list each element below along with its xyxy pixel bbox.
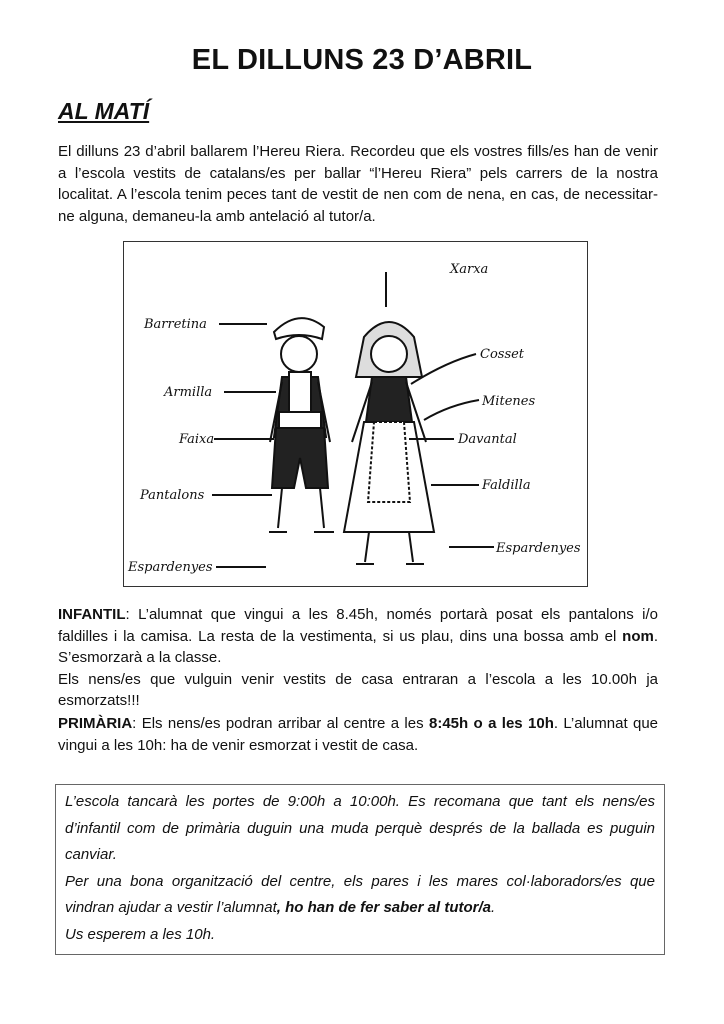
boy-figure: [269, 318, 334, 532]
section-heading: AL MATÍ: [58, 98, 150, 124]
notice-line-2-text: Per una bona organització del centre, els pares i les mares col·laboradors/es que vindran ajudar a vestir l’alumnat: [65, 872, 655, 916]
notice-line-3: Us esperem a les 10h.: [65, 925, 216, 943]
notice-box: [55, 784, 665, 955]
infantil-nom: nom: [622, 627, 654, 645]
intro-paragraph: El dilluns 23 d’abril ballarem l’Hereu Riera. Recordeu que els vostres fills/es han de venir a l’escola vestits de catalans/es per ballar “l’Hereu Riera” pels carrers de la nostra localitat. A l’escola tenim peces tant de vestit de nen com de nena, en cas, de necessitar-ne alguna, demaneu-la amb antelació al tutor/a.: [58, 143, 658, 225]
label-xarxa: Xarxa: [450, 262, 489, 277]
label-espardenyes-girl: Espardenyes: [496, 541, 581, 556]
label-espardenyes-boy: Espardenyes: [128, 560, 213, 575]
costume-drawing: [124, 242, 587, 586]
label-davantal: Davantal: [458, 432, 517, 447]
notice-line-2-bold: , ho han de fer saber al tutor/a: [276, 899, 491, 916]
costume-illustration: [123, 241, 588, 587]
notice-line-1: L’escola tancarà les portes de 9:00h a 10:00h. Es recomana que tant els nens/es d’infantil com de primària duguin una muda perquè després de la ballada es puguin canviar.: [65, 793, 655, 863]
girl-figure: [344, 322, 434, 564]
girl-labels: [449, 262, 581, 556]
infantil-paragraph: [58, 604, 658, 712]
label-cosset: Cosset: [480, 347, 525, 362]
label-mitenes: Mitenes: [482, 394, 536, 409]
label-faixa: Faixa: [179, 432, 215, 447]
primaria-time: 8:45h o a les 10h: [428, 715, 554, 732]
primaria-text: : Els nens/es podran arribar al centre a les: [132, 715, 429, 732]
label-pantalons: Pantalons: [140, 488, 205, 503]
label-faldilla: Faldilla: [482, 478, 531, 493]
notice-line-2: [65, 869, 655, 922]
primaria-label: PRIMÀRIA: [58, 715, 133, 732]
label-barretina: Barretina: [144, 317, 207, 332]
primaria-paragraph: [58, 713, 658, 756]
label-armilla: Armilla: [164, 385, 213, 400]
boy-labels: [127, 317, 214, 575]
infantil-text: : L’alumnat que vingui a les 8.45h, només portarà posat els pantalons i/o faldilles i la camisa. La resta de la vestimenta, si us plau, dins una bossa amb el: [58, 606, 658, 645]
infantil-text-2: . S’esmorzarà a la classe.: [58, 627, 658, 666]
infantil-label: INFANTIL: [58, 606, 126, 623]
infantil-text-3: Els nens/es que vulguin venir vestits de casa entraran a l’escola a les 10.00h ja esmorzats!!!: [58, 670, 658, 709]
notice-line-2-end: .: [491, 899, 496, 916]
primaria-text-2: . L’alumnat que vingui a les 10h: ha de venir esmorzat i vestit de casa.: [58, 715, 659, 754]
page-title: EL DILLUNS 23 D’ABRIL: [191, 44, 533, 76]
